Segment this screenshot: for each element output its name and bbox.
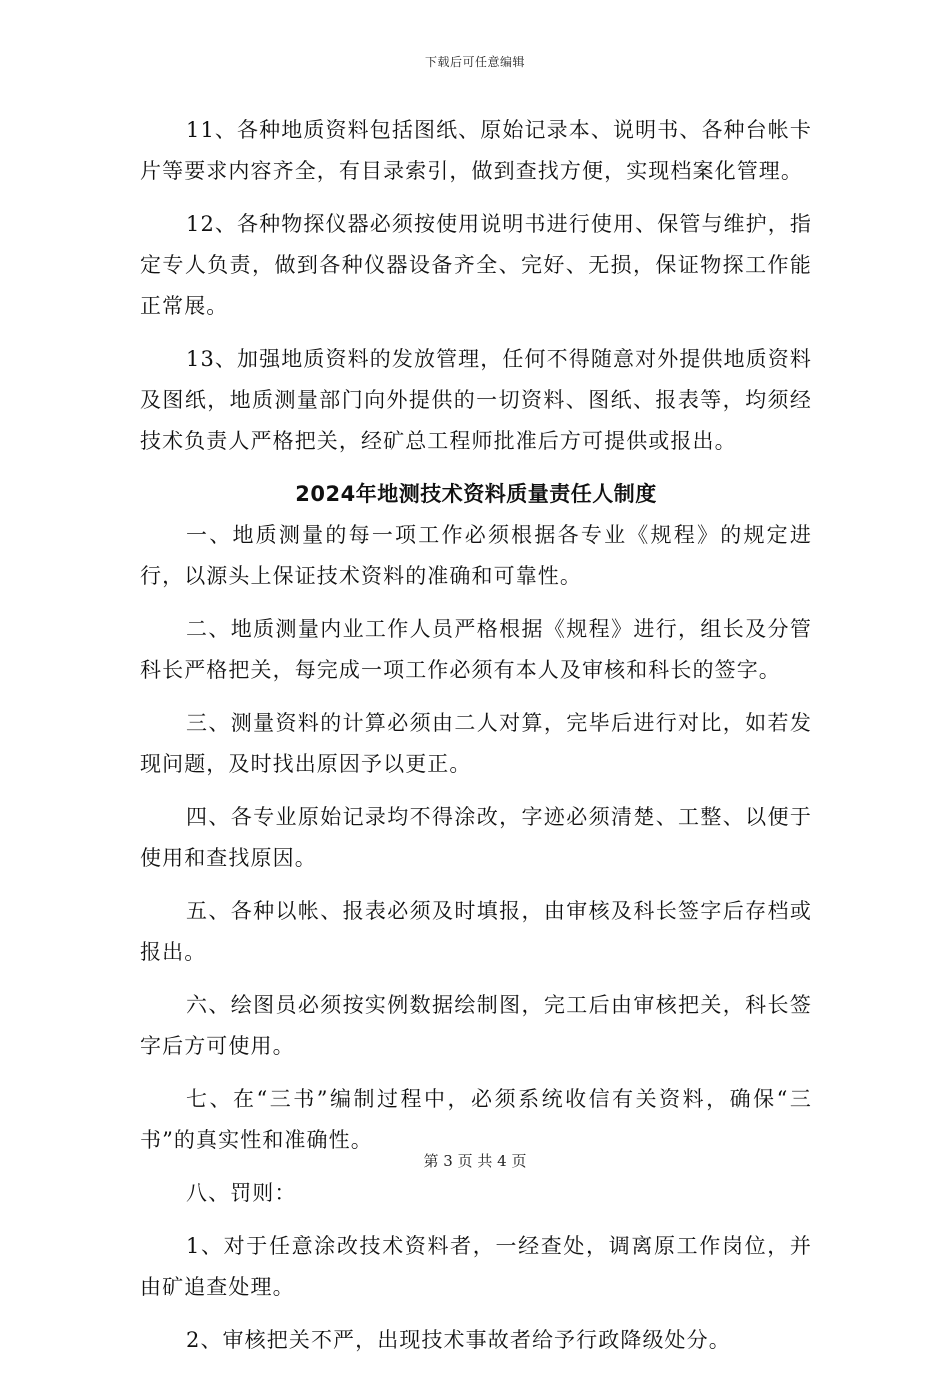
rule-2: 二、地质测量内业工作人员严格根据《规程》进行，组长及分管科长严格把关，每完成一项工作必须有本人及审核和科长的签字。	[140, 617, 812, 682]
rule-5: 五、各种以帐、报表必须及时填报，由审核及科长签字后存档或报出。	[140, 899, 812, 964]
penalty-1: 1、对于任意涂改技术资料者，一经查处，调离原工作岗位，并由矿追查处理。	[140, 1234, 812, 1299]
rule-4: 四、各专业原始记录均不得涂改，字迹必须清楚、工整、以便于使用和查找原因。	[140, 805, 812, 870]
page-number: 第 3 页 共 4 页	[423, 1152, 527, 1170]
penalties-heading: 八、罚则：	[186, 1181, 297, 1205]
rule-1: 一、地质测量的每一项工作必须根据各专业《规程》的规定进行，以源头上保证技术资料的准确和可靠性。	[140, 523, 812, 588]
penalty-2: 2、审核把关不严，出现技术事故者给予行政降级处分。	[186, 1328, 731, 1352]
paragraph-13: 13、加强地质资料的发放管理，任何不得随意对外提供地质资料及图纸，地质测量部门向外提供的一切资料、图纸、报表等，均须经技术负责人严格把关，经矿总工程师批准后方可提供或报出。	[140, 347, 812, 453]
rule-3: 三、测量资料的计算必须由二人对算，完毕后进行对比，如若发现问题，及时找出原因予以更正。	[140, 711, 812, 776]
rule-6: 六、绘图员必须按实例数据绘制图，完工后由审核把关，科长签字后方可使用。	[140, 993, 812, 1058]
document-body	[140, 110, 812, 1373]
page-header-note: 下载后可任意编辑	[424, 55, 525, 69]
paragraph-12: 12、各种物探仪器必须按使用说明书进行使用、保管与维护，指定专人负责，做到各种仪器设备齐全、完好、无损，保证物探工作能正常展。	[140, 212, 812, 318]
rule-7: 七、在“三书”编制过程中，必须系统收信有关资料，确保“三书”的真实性和准确性。	[140, 1087, 812, 1152]
section-title: 2024年地测技术资料质量责任人制度	[295, 482, 657, 506]
paragraph-11: 11、各种地质资料包括图纸、原始记录本、说明书、各种台帐卡片等要求内容齐全，有目录索引，做到查找方便，实现档案化管理。	[140, 118, 812, 183]
